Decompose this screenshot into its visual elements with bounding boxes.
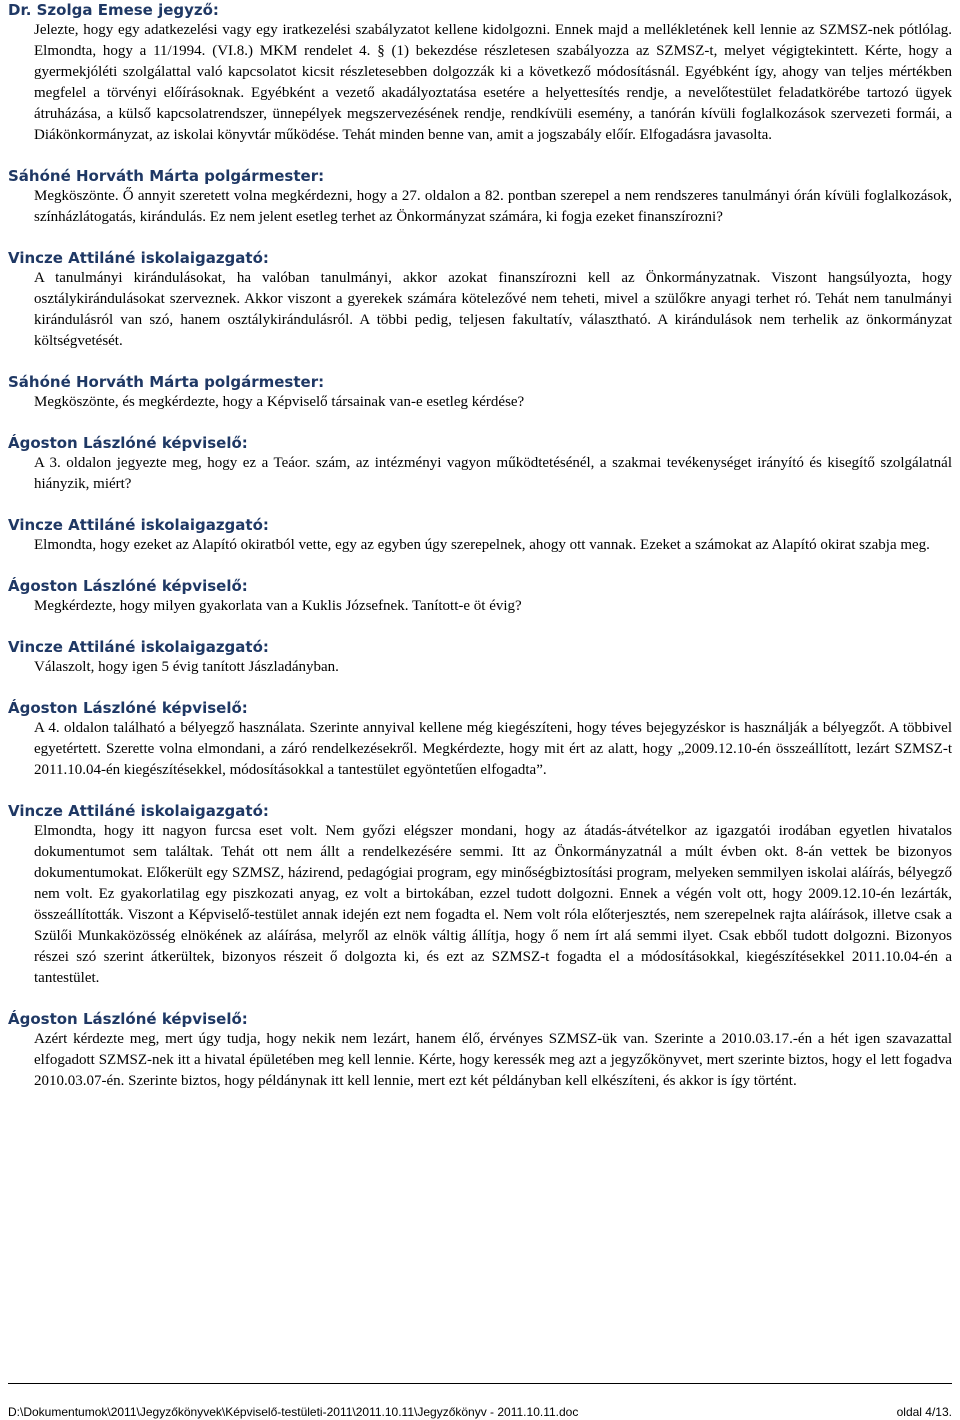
speaker-name: Ágoston Lászlóné képviselő:	[8, 699, 248, 717]
speaker-name: Sáhóné Horváth Márta polgármester:	[8, 373, 325, 391]
speech-text: A tanulmányi kirándulásokat, ha valóban tanulmányi, akkor azokat finanszírozni kell az Önkormányzatnak. Viszont hangsúlyozta, hogy osztálykirándulásokat szerveznek. Akkor viszont a gyerekek számára kötelezővé nem teheti, mivel a szülőkre anyagi terhet ró. Tehát nem tanulmányi kirándulásról van szó, hanem osztálykirándulásról. A többi pedig, teljesen fakultatív, választható. A kirándulások nem terhelik az önkormányzat költségvetését.	[34, 270, 952, 349]
speech-text: Válaszolt, hogy igen 5 évig tanított Jászladányban.	[34, 659, 339, 675]
speaker-name: Ágoston Lászlóné képviselő:	[8, 1010, 248, 1028]
speech-text: Megkérdezte, hogy milyen gyakorlata van a Kuklis Józsefnek. Tanított-e öt évig?	[34, 598, 522, 614]
speech-block	[8, 576, 952, 617]
speaker-name: Ágoston Lászlóné képviselő:	[8, 577, 248, 595]
speech-block	[8, 372, 952, 413]
speech-block	[8, 0, 952, 146]
speech-block	[8, 248, 952, 352]
speaker-name: Vincze Attiláné iskolaigazgató:	[8, 802, 269, 820]
speech-text: Elmondta, hogy ezeket az Alapító okiratból vette, egy az egyben úgy szerepelnek, ahogy ott vannak. Ezeket a számokat az Alapító okirat szabja meg.	[34, 537, 930, 553]
speech-block	[8, 166, 952, 228]
speech-block	[8, 1009, 952, 1092]
footer-file-path: D:\Dokumentumok\2011\Jegyzőkönyvek\Képviselő-testületi-2011\2011.10.11\Jegyzőkönyv - 2011.10.11.doc	[8, 1405, 579, 1419]
footer-page-number: oldal 4/13.	[896, 1405, 952, 1419]
speaker-name: Dr. Szolga Emese jegyző:	[8, 1, 219, 19]
speaker-name: Vincze Attiláné iskolaigazgató:	[8, 249, 269, 267]
speaker-name: Ágoston Lászlóné képviselő:	[8, 434, 248, 452]
speech-text: Jelezte, hogy egy adatkezelési vagy egy iratkezelési szabályzatot kellene kidolgozni. Ennek majd a mellékletének kell lennie az SZMSZ-nek pótlólag. Elmondta, hogy a 11/1994. (VI.8.) MKM rendelet 4. § (1) bekezdése részletesen szabályozza az SZMSZ-t, melyet végigtekintett. Kérte, hogy a gyermekjóléti szolgálattal való kapcsolatot kicsit részletesebben dolgozzák ki a következő módosításnál. Egyébként így, ahogy van teljes mértékben megfelel a törvényi előírásoknak. Egyébként a vezető akadályoztatása esetére a helyettesítés rendje, a nevelőtestület feladatkörébe tartozó ügyek átruházása, a külső kapcsolatrendszer, ünnepélyek megszervezésének rendje, rendkívüli esemény, a tanórán kívüli foglalkozások szervezeti formái, a Diákönkormányzat, az iskolai könyvtár működése. Tehát minden benne van, amit a jogszabály előír. Elfogadásra javasolta.	[34, 22, 952, 143]
speaker-name: Vincze Attiláné iskolaigazgató:	[8, 516, 269, 534]
speech-block	[8, 801, 952, 989]
speaker-name: Sáhóné Horváth Márta polgármester:	[8, 167, 325, 185]
speech-text: A 4. oldalon található a bélyegző használata. Szerinte annyival kellene még kiegészíteni, hogy téves bejegyzéskor is használják a bélyegzőt. A többivel egyetértett. Szerette volna elmondani, a záró rendelkezésekről. Megkérdezte, hogy mit ért az alatt, hogy „2009.12.10-én összeállított, lezárt SZMSZ-t 2011.10.04-én kiegészítésekkel, módosításokkal a tantestület egyöntetűen elfogadta”.	[34, 720, 952, 778]
speech-text: Megköszönte, és megkérdezte, hogy a Képviselő társainak van-e esetleg kérdése?	[34, 394, 525, 410]
speech-block	[8, 698, 952, 781]
speech-text: Megköszönte. Ő annyit szeretett volna megkérdezni, hogy a 27. oldalon a 82. pontban szerepel a nem rendszeres tanulmányi órán kívüli foglalkozások, színházlátogatás, kirándulás. Ez nem jelent esetleg terhet az Önkormányzat számára, ki fogja ezeket finanszírozni?	[34, 188, 952, 225]
speech-text: Azért kérdezte meg, mert úgy tudja, hogy nekik nem lezárt, hanem élő, érvényes SZMSZ-ük van. Szerinte a 2010.03.17.-én a hét igen szavazattal elfogadott SZMSZ-nek itt a hivatal épületében meg kell lennie. Kérte, hogy keressék meg azt a jegyzőkönyvet, mert szerinte biztos, hogy el lett fogadva 2010.03.07-én. Szerinte biztos, hogy példánynak itt kell lennie, mert ezt két példányban kell elkészíteni, és akkor is így történt.	[34, 1031, 952, 1089]
speaker-name: Vincze Attiláné iskolaigazgató:	[8, 638, 269, 656]
speech-text: Elmondta, hogy itt nagyon furcsa eset volt. Nem győzi elégszer mondani, hogy az átadás-átvételkor az igazgatói irodában egyetlen hivatalos dokumentumot sem találtak. Tehát ott nem állt a rendelkezésére semmi. Itt az Önkormányzatnál a múlt évben okt. 8-án vettek be bizonyos dokumentumokat. Előkerült egy SZMSZ, házirend, pedagógiai program, egy minőségbiztosítási program, melyeken semmilyen iskolai aláírás, bélyegző nem volt. Ez gyakorlatilag egy piszkozati anyag, ez volt a birtokában, ezzel tudott dolgozni. Ennek a végén volt ott, hogy 2009.12.10-én lezárták, összeállították. Viszont a Képviselő-testület annak idején ezt nem fogadta el. Nem volt róla előterjesztés, nem szerepelnek rajta aláírások, illetve csak a Szülői Munkaközösség elnökének az aláírása, melyről az elnök váltig állítja, hogy ő nem írt alá semmi ilyet. Csak ebből tudott dolgozni. Bizonyos részei szó szerint átkerültek, bizonyos részeit ő dolgozta ki, és ezt az SZMSZ-t fogadta el a módosításokkal, kiegészítésekkel 2011.10.04-én a tantestület.	[34, 823, 952, 986]
speech-block	[8, 433, 952, 495]
document-page	[8, 0, 952, 1092]
page-footer	[8, 1383, 952, 1420]
speech-block	[8, 515, 952, 556]
speech-block	[8, 637, 952, 678]
speech-text: A 3. oldalon jegyezte meg, hogy ez a Teáor. szám, az intézményi vagyon működtetésénél, a szakmai tevékenységet irányító és kisegítő szolgálatnál hiányzik, miért?	[34, 455, 952, 492]
